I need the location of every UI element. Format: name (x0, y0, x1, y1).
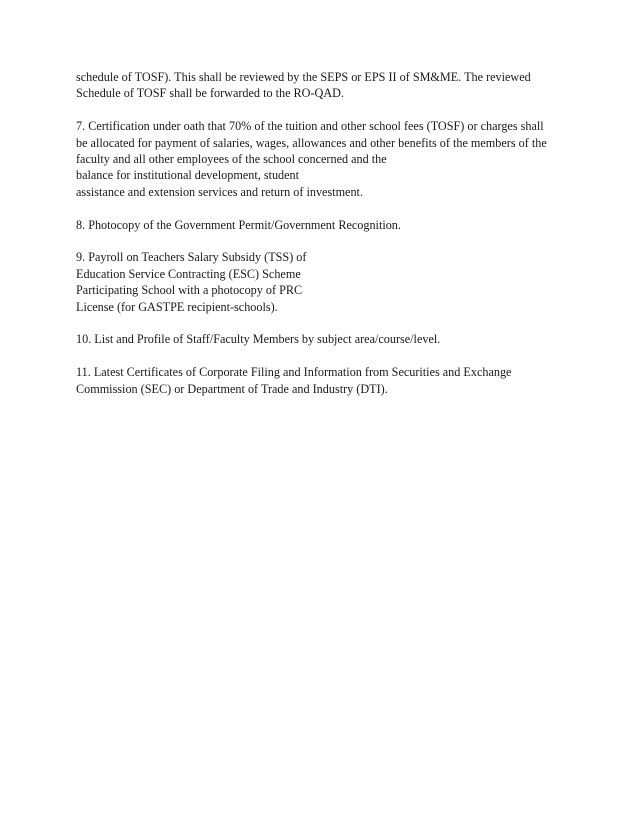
paragraph-tosf-schedule (76, 69, 566, 102)
paragraph-item-9-payroll (76, 249, 566, 315)
text-line: 7. Certification under oath that 70% of the tuition and other school fees (TOSF) or charges shall (76, 119, 544, 134)
text-line: 8. Photocopy of the Government Permit/Government Recognition. (76, 217, 401, 232)
text-line: Commission (SEC) or Department of Trade and Industry (DTI). (76, 381, 388, 396)
paragraph-item-8-permit (76, 217, 566, 233)
text-line: Education Service Contracting (ESC) Scheme (76, 266, 301, 281)
text-line: 10. List and Profile of Staff/Faculty Members by subject area/course/level. (76, 332, 441, 347)
text-line: Participating School with a photocopy of PRC (76, 283, 303, 298)
text-line: faculty and all other employees of the school concerned and the (76, 152, 387, 167)
text-line: 9. Payroll on Teachers Salary Subsidy (TSS) of (76, 250, 307, 265)
text-line: assistance and extension services and return of investment. (76, 184, 363, 199)
text-line: Schedule of TOSF shall be forwarded to the RO-QAD. (76, 86, 344, 101)
paragraph-item-10-staff-list (76, 331, 566, 347)
text-line: balance for institutional development, student (76, 168, 300, 183)
paragraph-item-11-certificates (76, 364, 566, 397)
text-line: schedule of TOSF). This shall be reviewed by the SEPS or EPS II of SM&ME. The reviewed (76, 70, 531, 84)
document-body (76, 69, 566, 413)
text-line: be allocated for payment of salaries, wages, allowances and other benefits of the members of the (76, 135, 547, 150)
text-line: 11. Latest Certificates of Corporate Filing and Information from Securities and Exchange (76, 365, 512, 380)
paragraph-item-7-certification (76, 118, 566, 200)
text-line: License (for GASTPE recipient-schools). (76, 299, 278, 314)
